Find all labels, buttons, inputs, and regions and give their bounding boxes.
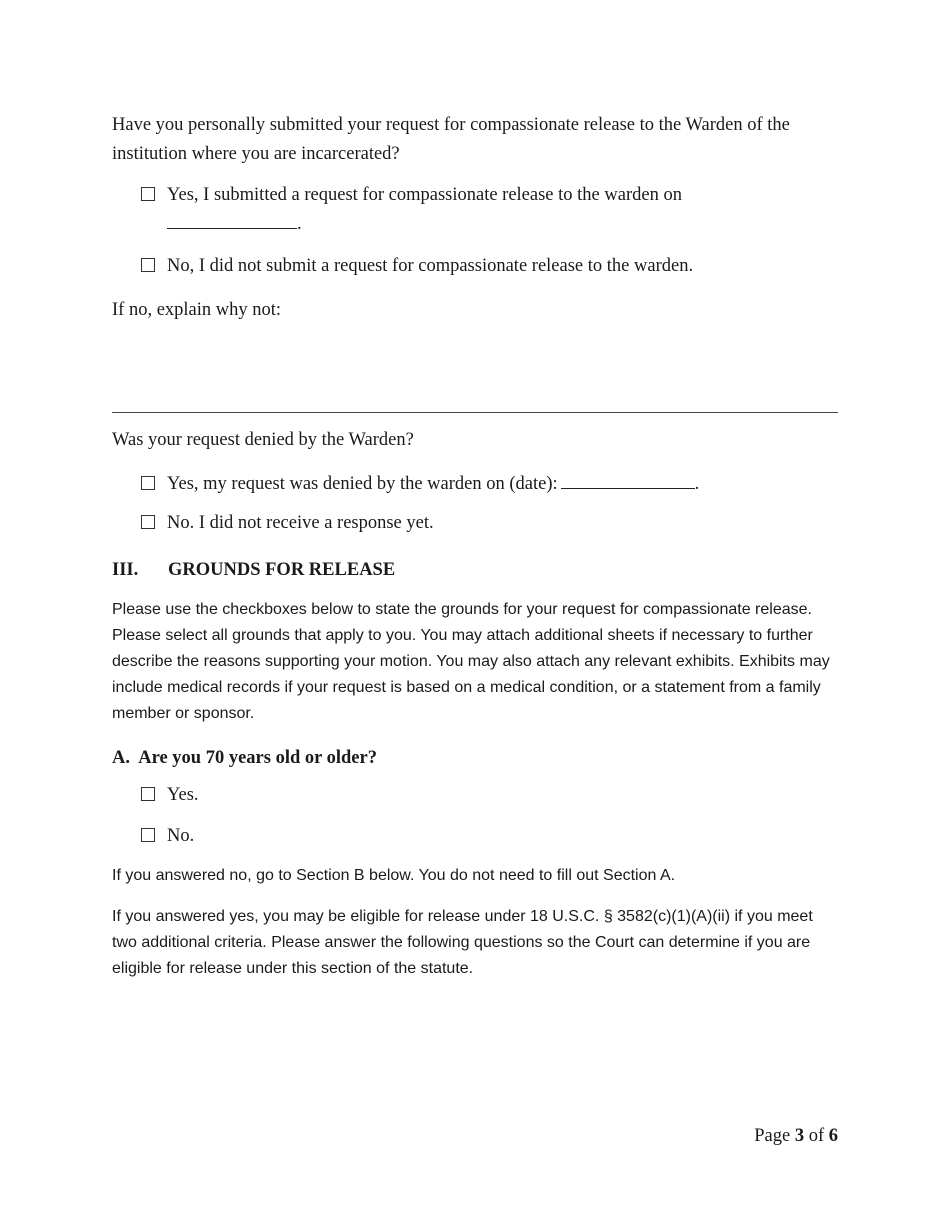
section-a-note-no: If you answered no, go to Section B below. You do not need to fill out Section A. bbox=[112, 867, 676, 884]
checkbox-denied-no[interactable] bbox=[141, 515, 155, 529]
section-a-note-yes: If you answered yes, you may be eligible for release under 18 U.S.C. § 3582(c)(1)(A)(ii) if you meet two additional criteria. Please answer the following questions so the Court can determine if you are eligible for release under this section of the statute. bbox=[112, 908, 813, 977]
option-age-no-label: No. bbox=[167, 826, 195, 846]
denied-date-suffix: . bbox=[694, 474, 700, 494]
option-submitted-no-label: No, I did not submit a request for compassionate release to the warden. bbox=[167, 256, 694, 276]
page-current: 3 bbox=[794, 1126, 805, 1146]
submitted-date-line bbox=[167, 210, 302, 236]
page-word: Page bbox=[754, 1126, 791, 1146]
explain-why-not-label: If no, explain why not: bbox=[112, 300, 282, 320]
checkbox-age-yes[interactable] bbox=[141, 787, 155, 801]
checkbox-denied-yes[interactable] bbox=[141, 476, 155, 490]
denied-date-field[interactable] bbox=[561, 470, 695, 489]
option-age-yes[interactable] bbox=[141, 783, 199, 807]
option-denied-yes[interactable] bbox=[141, 470, 699, 496]
checkbox-age-no[interactable] bbox=[141, 828, 155, 842]
option-denied-no[interactable] bbox=[141, 511, 434, 535]
question-denied-by-warden: Was your request denied by the Warden? bbox=[112, 430, 414, 450]
question-submitted-to-warden: Have you personally submitted your request for compassionate release to the Warden of the institution where you are incarcerated? bbox=[112, 115, 790, 164]
explain-answer-line[interactable] bbox=[112, 412, 838, 413]
option-age-yes-label: Yes. bbox=[167, 785, 199, 805]
option-submitted-no[interactable] bbox=[141, 254, 693, 278]
option-denied-yes-label: Yes, my request was denied by the warden on (date): bbox=[167, 474, 558, 494]
option-denied-no-label: No. I did not receive a response yet. bbox=[167, 513, 434, 533]
section-3-number: III. bbox=[112, 560, 139, 580]
section-3-intro: Please use the checkboxes below to state the grounds for your request for compassionate release. Please select all grounds that apply to you. You may attach additional sheets if necessary to further describe the reasons supporting your motion. You may also attach any relevant exhibits. Exhibits may include medical records if your request is based on a medical condition, or a statement from a family member or sponsor. bbox=[112, 601, 830, 722]
section-a-heading: A. Are you 70 years old or older? bbox=[112, 748, 377, 768]
page-indicator bbox=[754, 1124, 838, 1148]
option-submitted-yes[interactable] bbox=[141, 183, 682, 207]
submitted-date-suffix: . bbox=[297, 214, 302, 234]
page-total: 6 bbox=[828, 1126, 838, 1146]
checkbox-submitted-no[interactable] bbox=[141, 258, 155, 272]
checkbox-submitted-yes[interactable] bbox=[141, 187, 155, 201]
page-of-word: of bbox=[808, 1126, 825, 1146]
option-submitted-yes-label: Yes, I submitted a request for compassionate release to the warden on bbox=[167, 185, 682, 205]
option-age-no[interactable] bbox=[141, 824, 194, 848]
section-3-title: GROUNDS FOR RELEASE bbox=[168, 560, 396, 580]
submitted-date-field[interactable] bbox=[167, 210, 297, 229]
